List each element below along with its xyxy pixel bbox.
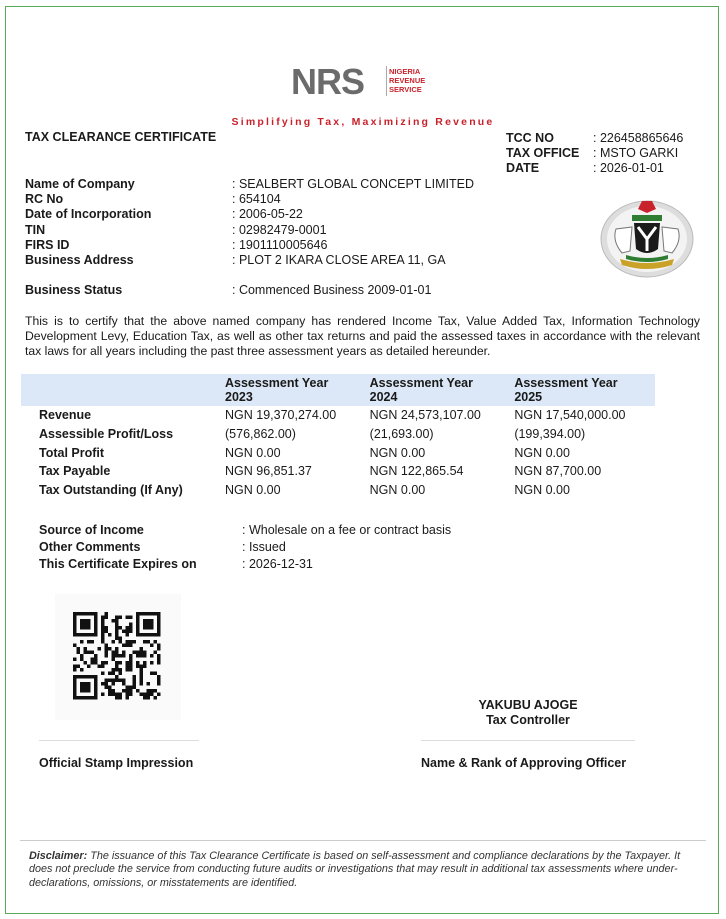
- tcc-no-label: TCC NO: [506, 131, 554, 145]
- firs-id-value: : 1901110005646: [232, 237, 328, 252]
- certificate-meta-values: [593, 131, 683, 177]
- tax-office-label: TAX OFFICE: [506, 146, 580, 161]
- table-row: [21, 444, 655, 463]
- table-cell: NGN 122,865.54: [369, 464, 464, 479]
- officer-signature-line: [421, 740, 635, 741]
- logo-letters: NRS: [291, 61, 365, 102]
- business-status-label: Business Status: [25, 283, 123, 297]
- table-cell: NGN 19,370,274.00: [225, 408, 337, 422]
- income-info-values: [242, 522, 451, 573]
- logo-org-line: NIGERIA: [389, 67, 421, 76]
- rc-no-label: RC No: [25, 192, 64, 207]
- incorporation-date-label: Date of Incorporation: [25, 207, 152, 222]
- disclaimer: [29, 850, 699, 890]
- row-label: Total Profit: [39, 445, 105, 460]
- table-cell: NGN 0.00: [514, 483, 570, 498]
- table-header-blank: [21, 374, 221, 406]
- table-cell: NGN 17,540,000.00: [514, 408, 626, 422]
- table-cell: NGN 0.00: [514, 445, 570, 460]
- table-header-2023: Assessment Year 2023: [221, 374, 366, 406]
- company-labels: [25, 177, 151, 268]
- table-cell: (21,693.00): [369, 426, 434, 441]
- table-header-2025: Assessment Year 2025: [510, 374, 655, 406]
- officer-label: Name & Rank of Approving Officer: [421, 756, 627, 770]
- assessment-table: [21, 374, 655, 500]
- company-name-value: : SEALBERT GLOBAL CONCEPT LIMITED: [232, 177, 474, 191]
- expiry-value: : 2026-12-31: [242, 557, 313, 571]
- stamp-label: Official Stamp Impression: [39, 756, 194, 770]
- officer-name: YAKUBU AJOGE: [478, 698, 578, 712]
- table-cell: NGN 0.00: [225, 445, 281, 460]
- table-cell: NGN 24,573,107.00: [369, 408, 481, 422]
- tin-value: : 02982479-0001: [232, 222, 327, 237]
- income-info-labels: [39, 522, 197, 573]
- other-comments-label: Other Comments: [39, 540, 141, 554]
- tin-label: TIN: [25, 222, 46, 237]
- table-cell: NGN 0.00: [369, 483, 426, 498]
- business-status-value: : Commenced Business 2009-01-01: [232, 283, 432, 297]
- logo-divider: [386, 66, 387, 96]
- table-cell: NGN 96,851.37: [225, 464, 312, 479]
- incorporation-date-value: : 2006-05-22: [232, 207, 303, 222]
- table-cell: NGN 0.00: [369, 445, 426, 460]
- date-label: DATE: [506, 161, 540, 176]
- date-value: : 2026-01-01: [593, 161, 664, 176]
- expiry-label: This Certificate Expires on: [39, 557, 197, 571]
- company-name-label: Name of Company: [25, 177, 135, 191]
- stamp-signature-line: [39, 740, 199, 741]
- certification-statement: This is to certify that the above named company has rendered Income Tax, Value Added Tax, Information Technology Development Levy, Education Tax, as well as other tax returns and paid the assessed taxes in accordance with the relevant tax laws for all years including the past three assessment years as detailed hereunder.: [25, 314, 700, 358]
- table-header-row: [21, 374, 655, 406]
- row-label: Tax Outstanding (If Any): [39, 483, 183, 498]
- disclaimer-divider: [20, 840, 706, 841]
- logo-org-name: [389, 67, 425, 94]
- coat-of-arms-seal: [598, 193, 696, 279]
- logo-org-line: REVENUE: [389, 76, 426, 85]
- disclaimer-text: The issuance of this Tax Clearance Certificate is based on self-assessment and compliance declarations by the Taxpayer. It does not preclude the service from conducting future audits or investigations that may result in additional tax assessments where under-declarations, omissions, or misstatements are identified.: [29, 850, 681, 889]
- source-of-income-value: : Wholesale on a fee or contract basis: [242, 523, 452, 537]
- table-header-2024: Assessment Year 2024: [366, 374, 511, 406]
- table-cell: (576,862.00): [225, 426, 296, 441]
- other-comments-value: : Issued: [242, 540, 286, 554]
- certificate-meta-labels: [506, 131, 579, 177]
- table-cell: (199,394.00): [514, 426, 586, 441]
- officer-rank: Tax Controller: [486, 713, 570, 727]
- table-cell: NGN 0.00: [225, 483, 281, 498]
- firs-id-label: FIRS ID: [25, 237, 70, 252]
- rc-no-value: : 654104: [232, 192, 281, 207]
- logo-org-line: SERVICE: [389, 85, 422, 94]
- qr-code: [55, 594, 181, 720]
- company-values: [232, 177, 474, 268]
- disclaimer-label: Disclaimer:: [29, 850, 88, 862]
- table-row: [21, 425, 655, 444]
- table-row: [21, 481, 655, 500]
- tax-office-value: : MSTO GARKI: [593, 146, 679, 161]
- tcc-no-value: : 226458865646: [593, 131, 684, 145]
- certificate-title: TAX CLEARANCE CERTIFICATE: [25, 130, 217, 144]
- row-label: Assessible Profit/Loss: [39, 426, 174, 441]
- slogan: Simplifying Tax, Maximizing Revenue: [231, 116, 495, 128]
- table-row: [21, 462, 655, 481]
- business-address-label: Business Address: [25, 253, 134, 268]
- business-address-value: : PLOT 2 IKARA CLOSE AREA 11, GA: [232, 253, 446, 268]
- approving-officer: [421, 698, 635, 728]
- source-of-income-label: Source of Income: [39, 523, 144, 537]
- table-row: [21, 406, 655, 425]
- table-cell: NGN 87,700.00: [514, 464, 602, 479]
- row-label: Revenue: [39, 408, 92, 422]
- row-label: Tax Payable: [39, 464, 111, 479]
